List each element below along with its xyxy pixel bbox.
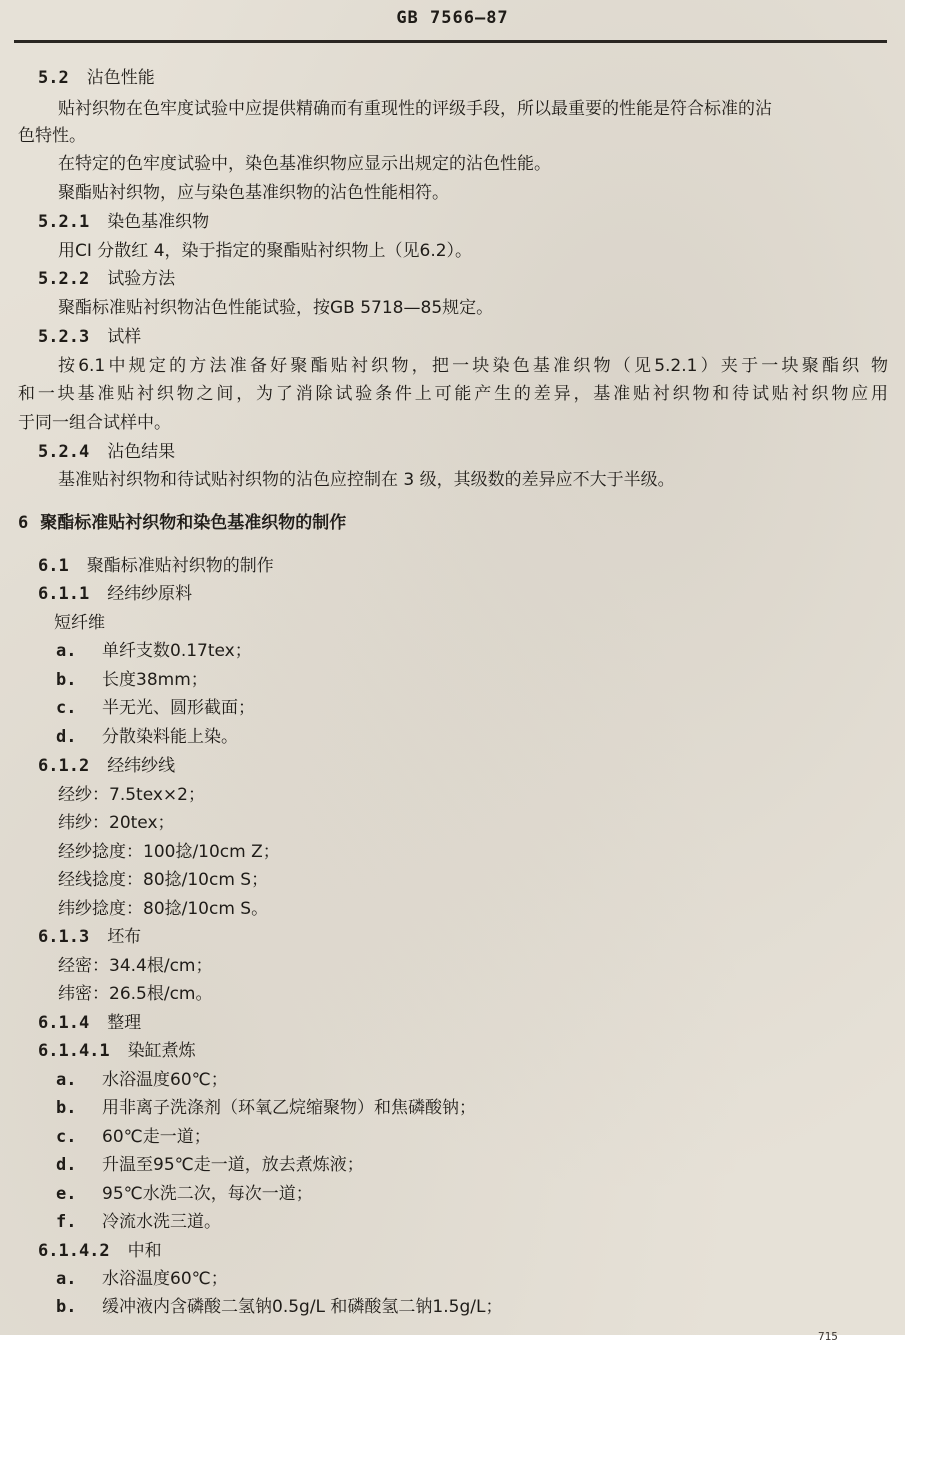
list-text: 60℃走一道； (102, 1127, 211, 1147)
list-marker: b. (56, 1098, 77, 1118)
section-number: 5.2.4 (38, 442, 90, 462)
section-title: 整理 (107, 1013, 142, 1033)
list-item (56, 669, 208, 691)
list-item (56, 1211, 221, 1233)
list-text: 长度38mm； (102, 670, 208, 690)
section-title: 聚酯标准贴衬织物和染色基准织物的制作 (40, 513, 347, 533)
list-marker: d. (56, 1155, 77, 1175)
section-number: 5.2 (38, 68, 69, 88)
section-title: 染色基准织物 (107, 212, 210, 232)
subheading-short-fiber: 短纤维 (54, 613, 105, 633)
section-number: 5.2.2 (38, 269, 90, 289)
list-marker: b. (56, 670, 77, 690)
spec-line: 纬纱：20tex； (58, 813, 175, 833)
section-title: 沾色性能 (86, 68, 155, 88)
section-number: 5.2.3 (38, 327, 90, 347)
section-6-1-3-heading (38, 926, 141, 948)
section-6-heading (18, 512, 346, 534)
section-number: 6.1.4.2 (38, 1241, 110, 1261)
list-text: 单纤支数0.17tex； (102, 641, 252, 661)
list-item (56, 1126, 211, 1148)
paragraph-line: 贴衬织物在色牢度试验中应提供精确而有重现性的评级手段，所以最重要的性能是符合标准的沾 (58, 99, 772, 119)
section-title: 试样 (107, 327, 142, 347)
list-text: 分散染料能上染。 (102, 727, 238, 747)
page-number: 715 (818, 1330, 838, 1343)
section-title: 中和 (127, 1241, 162, 1261)
list-marker: a. (56, 1070, 77, 1090)
section-5-2-3-heading (38, 326, 141, 348)
list-text: 冷流水洗三道。 (102, 1212, 221, 1232)
section-5-2-2-heading (38, 268, 175, 290)
section-title: 经纬纱线 (107, 756, 176, 776)
paragraph-line: 基准贴衬织物和待试贴衬织物的沾色应控制在 3 级，其级数的差异应不大于半级。 (58, 470, 675, 490)
list-text: 半无光、圆形截面； (102, 698, 255, 718)
section-6-1-1-heading (38, 583, 192, 605)
paragraph-line: 于同一组合试样中。 (18, 413, 171, 433)
section-6-1-2-heading (38, 755, 175, 777)
paragraph-line: 色特性。 (18, 126, 86, 146)
list-marker: c. (56, 698, 77, 718)
paragraph-line: 聚酯贴衬织物，应与染色基准织物的沾色性能相符。 (58, 183, 449, 203)
list-item (56, 1097, 476, 1119)
spec-line: 经密：34.4根/cm； (58, 956, 213, 976)
section-6-1-heading (38, 555, 274, 577)
list-marker: c. (56, 1127, 77, 1147)
list-text: 升温至95℃走一道，放去煮炼液； (102, 1155, 364, 1175)
list-item (56, 697, 255, 719)
spec-line: 经纱捻度：100捻/10cm Z； (58, 842, 280, 862)
list-marker: b. (56, 1297, 77, 1317)
list-marker: e. (56, 1184, 77, 1204)
section-title: 经纬纱原料 (107, 584, 193, 604)
section-title: 试验方法 (107, 269, 176, 289)
section-5-2-4-heading (38, 441, 175, 463)
list-item (56, 1296, 502, 1318)
section-title: 聚酯标准贴衬织物的制作 (86, 556, 274, 576)
section-title: 坯布 (107, 927, 142, 947)
list-item (56, 1069, 228, 1091)
list-text: 水浴温度60℃； (102, 1070, 228, 1090)
list-item (56, 1268, 228, 1290)
spec-line: 纬纱捻度：80捻/10cm S。 (58, 899, 269, 919)
spec-line: 纬密：26.5根/cm。 (58, 984, 213, 1004)
list-item (56, 1154, 364, 1176)
list-text: 水浴温度60℃； (102, 1269, 228, 1289)
list-item (56, 726, 238, 748)
section-number: 6 (18, 513, 29, 533)
list-marker: a. (56, 641, 77, 661)
paragraph-line: 在特定的色牢度试验中，染色基准织物应显示出规定的沾色性能。 (58, 154, 551, 174)
list-marker: d. (56, 727, 77, 747)
section-title: 染缸煮炼 (127, 1041, 196, 1061)
section-number: 6.1 (38, 556, 69, 576)
spec-line: 经线捻度：80捻/10cm S； (58, 870, 269, 890)
section-number: 6.1.4.1 (38, 1041, 110, 1061)
header-rule (14, 40, 887, 43)
paragraph-line: 和一块基准贴衬织物之间，为了消除试验条件上可能产生的差异，基准贴衬织物和待试贴衬织物应用 (18, 384, 888, 404)
section-number: 6.1.2 (38, 756, 90, 776)
section-number: 6.1.4 (38, 1013, 90, 1033)
list-item (56, 1183, 313, 1205)
list-marker: f. (56, 1212, 77, 1232)
paragraph-line: 聚酯标准贴衬织物沾色性能试验，按GB 5718—85规定。 (58, 298, 494, 318)
section-number: 6.1.3 (38, 927, 90, 947)
section-title: 沾色结果 (107, 442, 176, 462)
list-item (56, 640, 252, 662)
document-header: GB 7566—87 (396, 8, 509, 28)
section-number: 6.1.1 (38, 584, 90, 604)
list-text: 缓冲液内含磷酸二氢钠0.5g/L 和磷酸氢二钠1.5g/L； (102, 1297, 503, 1317)
list-marker: a. (56, 1269, 77, 1289)
spec-line: 经纱：7.5tex×2； (58, 785, 205, 805)
section-5-2-heading (38, 67, 155, 89)
section-6-1-4-2-heading (38, 1240, 162, 1262)
section-6-1-4-heading (38, 1012, 141, 1034)
section-6-1-4-1-heading (38, 1040, 196, 1062)
list-text: 95℃水洗二次，每次一道； (102, 1184, 313, 1204)
paragraph-line: 用CI 分散红 4，染于指定的聚酯贴衬织物上（见6.2）。 (58, 241, 473, 261)
list-text: 用非离子洗涤剂（环氧乙烷缩聚物）和焦磷酸钠； (102, 1098, 476, 1118)
paragraph-line: 按6.1中规定的方法准备好聚酯贴衬织物，把一块染色基准织物（见5.2.1）夹于一块聚酯织 物 (58, 356, 888, 376)
section-5-2-1-heading (38, 211, 209, 233)
section-number: 5.2.1 (38, 212, 90, 232)
